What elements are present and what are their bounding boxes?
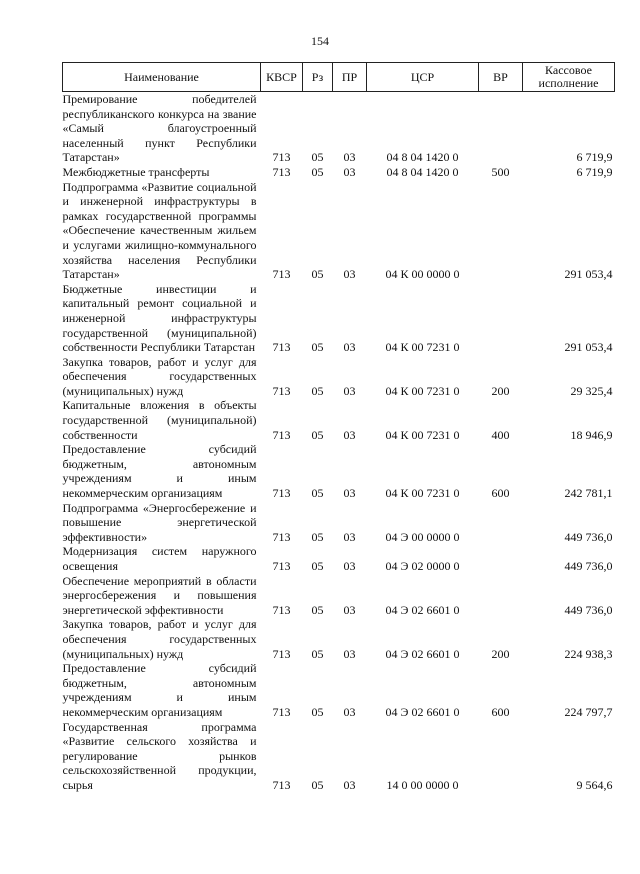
page-number: 154 (311, 34, 329, 48)
table-row (63, 442, 615, 500)
cell-pr: 03 (343, 646, 356, 661)
header-name: Наименование (63, 63, 261, 92)
cell-vr (479, 501, 523, 545)
cell-csr: 04 8 04 1420 0 (386, 164, 459, 179)
cell-name: Закупка товаров, работ и услуг для обеспечения государственных (муниципальных) нужд (62, 354, 257, 398)
cell-kvsr: 713 (272, 704, 291, 719)
cell-rz: 05 (311, 150, 324, 165)
cell-kvsr: 713 (272, 529, 291, 544)
table-row (63, 92, 615, 165)
table-row (63, 165, 615, 180)
cell-name: Капитальные вложения в объекты государственной (муниципальной) собственности (62, 398, 257, 442)
cell-name: Обеспечение мероприятий в области энергосбережения и повышения энергетической эффективности (62, 573, 257, 617)
cell-kvsr: 713 (272, 559, 291, 573)
cell-vr (479, 180, 523, 282)
cell-pr: 03 (343, 704, 356, 719)
cell-rz: 05 (311, 427, 324, 442)
cell-amount: 291 053,4 (564, 340, 613, 355)
cell-amount: 449 736,0 (564, 602, 613, 617)
cell-kvsr: 713 (272, 486, 291, 501)
cell-pr: 03 (343, 267, 356, 282)
cell-name: Бюджетные инвестиции и капитальный ремонт социальной и инженерной инфраструктуры государственной (муниципальной) собственности Республики Татарстан (62, 281, 257, 355)
cell-pr: 03 (343, 777, 356, 792)
table-row (63, 544, 615, 573)
header-vr: ВР (479, 63, 523, 92)
cell-amount: 224 938,3 (564, 646, 613, 661)
cell-name: Межбюджетные трансферты (62, 164, 210, 179)
cell-amount: 449 736,0 (564, 529, 613, 544)
cell-name: Закупка товаров, работ и услуг для обеспечения государственных (муниципальных) нужд (62, 617, 257, 661)
cell-name: Подпрограмма «Развитие социальной и инженерной инфраструктуры в рамках государственной программы «Обеспечение качественным жильем и услугами жилищно-коммунального хозяйства населения Республики Татарстан» (62, 179, 257, 282)
cell-pr: 03 (343, 340, 356, 355)
cell-kvsr: 713 (272, 777, 291, 792)
budget-table (62, 62, 615, 793)
cell-amount: 18 946,9 (570, 427, 613, 442)
table-body (63, 92, 615, 793)
table-row (63, 617, 615, 661)
cell-rz: 05 (311, 486, 324, 501)
cell-vr (479, 544, 523, 573)
table-row (63, 720, 615, 793)
cell-csr: 04 Э 02 6601 0 (385, 646, 460, 661)
header-csr: ЦСР (367, 63, 479, 92)
cell-pr: 03 (343, 602, 356, 617)
cell-rz: 05 (311, 340, 324, 355)
header-kvsr: КВСР (261, 63, 303, 92)
table-row (63, 574, 615, 618)
cell-kvsr: 713 (272, 267, 291, 282)
cell-kvsr: 713 (272, 602, 291, 617)
cell-rz: 05 (311, 704, 324, 719)
cell-rz: 05 (311, 646, 324, 661)
table-row (63, 661, 615, 719)
cell-vr: 600 (491, 486, 510, 501)
table-row (63, 355, 615, 399)
cell-csr: 04 К 00 7231 0 (385, 427, 460, 442)
cell-name: Предоставление субсидий бюджетным, автономным учреждениям и иным некоммерческим организациям (62, 661, 257, 719)
cell-amount: 449 736,0 (564, 559, 613, 573)
table-row (63, 282, 615, 355)
cell-pr: 03 (343, 383, 356, 398)
cell-vr (479, 720, 523, 793)
cell-vr: 200 (491, 646, 510, 661)
cell-csr: 04 К 00 7231 0 (385, 383, 460, 398)
cell-vr (479, 282, 523, 355)
cell-rz: 05 (311, 559, 324, 573)
cell-amount: 9 564,6 (576, 777, 613, 792)
cell-vr: 400 (491, 427, 510, 442)
cell-vr (479, 92, 523, 165)
cell-csr: 04 Э 02 6601 0 (385, 704, 460, 719)
cell-amount: 224 797,7 (564, 704, 613, 719)
cell-name: Подпрограмма «Энергосбережение и повышение энергетической эффективности» (62, 500, 257, 544)
header-amount: Кассовое исполнение (523, 63, 615, 92)
cell-rz: 05 (311, 529, 324, 544)
cell-rz: 05 (311, 777, 324, 792)
header-rz: Рз (303, 63, 333, 92)
cell-csr: 04 К 00 0000 0 (385, 267, 460, 282)
cell-csr: 14 0 00 0000 0 (386, 777, 459, 792)
cell-csr: 04 Э 00 0000 0 (385, 529, 460, 544)
cell-kvsr: 713 (272, 164, 291, 179)
cell-name: Премирование победителей республиканского конкурса на звание «Самый благоустроенный населенный пункт Республики Татарстан» (62, 92, 257, 165)
cell-rz: 05 (311, 164, 324, 179)
table-row (63, 501, 615, 545)
cell-pr: 03 (343, 164, 356, 179)
cell-amount: 242 781,1 (564, 486, 613, 501)
cell-pr: 03 (343, 559, 356, 573)
cell-csr: 04 8 04 1420 0 (386, 150, 459, 165)
cell-vr: 600 (491, 704, 510, 719)
cell-name: Модернизация систем наружного освещения (62, 544, 257, 573)
cell-rz: 05 (311, 602, 324, 617)
cell-vr (479, 574, 523, 618)
cell-csr: 04 К 00 7231 0 (385, 340, 460, 355)
cell-name: Предоставление субсидий бюджетным, автономным учреждениям и иным некоммерческим организациям (62, 442, 257, 501)
cell-kvsr: 713 (272, 427, 291, 442)
cell-amount: 291 053,4 (564, 267, 613, 282)
cell-kvsr: 713 (272, 340, 291, 355)
cell-pr: 03 (343, 150, 356, 165)
cell-csr: 04 К 00 7231 0 (385, 486, 460, 501)
cell-amount: 6 719,9 (576, 150, 613, 165)
cell-kvsr: 713 (272, 646, 291, 661)
table-row (63, 180, 615, 282)
cell-pr: 03 (343, 486, 356, 501)
cell-vr: 200 (491, 383, 510, 398)
cell-csr: 04 Э 02 6601 0 (385, 602, 460, 617)
table-row (63, 398, 615, 442)
cell-pr: 03 (343, 427, 356, 442)
cell-kvsr: 713 (272, 383, 291, 398)
table-header-row (63, 63, 615, 92)
cell-rz: 05 (311, 383, 324, 398)
cell-kvsr: 713 (272, 150, 291, 165)
cell-vr: 500 (491, 164, 510, 179)
cell-amount: 29 325,4 (570, 383, 613, 398)
cell-amount: 6 719,9 (576, 164, 613, 179)
header-pr: ПР (333, 63, 367, 92)
cell-rz: 05 (311, 267, 324, 282)
cell-name: Государственная программа «Развитие сельского хозяйства и регулирование рынков сельскохозяйственной продукции, сырья (62, 719, 257, 792)
cell-csr: 04 Э 02 0000 0 (385, 559, 460, 573)
cell-pr: 03 (343, 529, 356, 544)
